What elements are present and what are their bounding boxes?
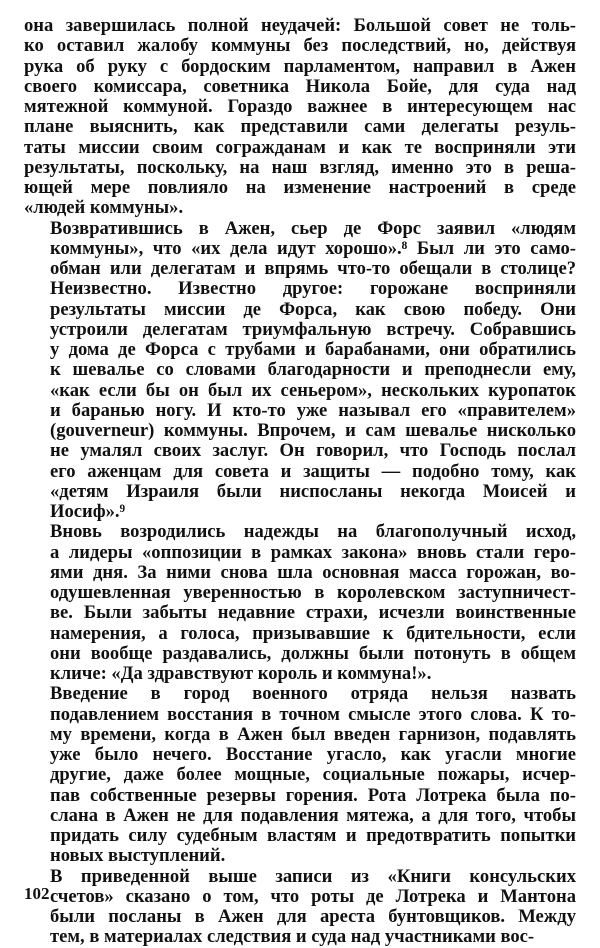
text-line: устроили делегатам триумфальную встречу. Собравшись <box>50 319 576 340</box>
text-line: ве. Были забыты недавние страхи, исчезли воинственные <box>50 603 576 624</box>
paragraph <box>24 16 576 219</box>
text-line: были посланы в Ажен для ареста бунтовщиков. Между <box>50 907 576 927</box>
text-line: В приведенной выше записи из «Книги консульских <box>50 866 576 887</box>
text-line: тем, в материалах следствия и суда над участниками вос- <box>50 927 535 948</box>
text-line: и баранью ногу. И кто-то уже называл его «правителем» <box>50 400 576 421</box>
text-line: (gouverneur) коммуны. Впрочем, и сам шевалье нисколько <box>50 421 576 441</box>
text-line: своего комиссара, советника Никола Бойе, для суда над <box>24 76 576 97</box>
page-number: 102 <box>24 884 50 903</box>
text-line: уже было нечего. Восстание угасло, как угасли многие <box>50 745 576 765</box>
document-page <box>24 16 576 948</box>
text-line: результаты миссии де Форса, как свою победу. Они <box>50 299 576 320</box>
text-line: коммуны», что «их дела идут хорошо».⁸ Был ли это само- <box>50 238 576 259</box>
text-line: «людей коммуны». <box>24 198 184 219</box>
text-line: Иосиф».⁹ <box>50 502 126 522</box>
text-line: ко оставил жалобу коммуны без последствий, но, действуя <box>24 36 576 57</box>
text-line: а лидеры «оппозиции в рамках закона» вновь стали геро- <box>50 542 576 563</box>
text-line: слана в Ажен не для подавления мятежа, а для того, чтобы <box>50 805 576 826</box>
text-line: плане выяснить, как представили сами делегаты резуль- <box>24 117 576 138</box>
text-line: одушевленная уверенностью в королевском заступничест- <box>50 583 576 603</box>
text-line: результаты, поскольку, на наш взгляд, именно это в реша- <box>24 157 576 178</box>
text-line: пав собственные резервы горения. Рота Лотрека была по- <box>50 785 576 806</box>
text-line: «как если бы он был их сеньером», нескольких куропаток <box>50 380 576 401</box>
text-line: она завершилась полной неудачей: Большой совет не толь- <box>24 16 576 36</box>
text-line: другие, даже более мощные, социальные пожары, исчер- <box>50 765 576 786</box>
text-line: новых выступлений. <box>50 846 226 867</box>
text-line: придать силу судебным властям и предотвратить попытки <box>50 826 576 846</box>
text-line: Возвратившись в Ажен, сьер де Форс заявил «людям <box>50 218 576 239</box>
text-line: кличе: «Да здравствуют король и коммуна!». <box>50 664 432 684</box>
text-line: таты миссии своим согражданам и как те восприняли эти <box>24 137 576 158</box>
text-line: к шевалье со словами благодарности и преподнесли ему, <box>50 360 576 381</box>
text-line: его аженцам для совета и защиты — подобно тому, как <box>50 461 576 482</box>
text-line: счетов» сказано о том, что роты де Лотрека и Мантона <box>50 886 576 907</box>
text-line: му времени, когда в Ажен был введен гарнизон, подавлять <box>50 724 576 745</box>
text-line: Неизвестно. Известно другое: горожане восприняли <box>50 279 576 300</box>
text-line: Вновь возродились надежды на благополучный исход, <box>50 522 576 543</box>
text-line: они вообще раздавались, должны были потонуть в общем <box>50 643 576 664</box>
text-line: ющей мере повлияло на изменение настроений в среде <box>24 178 576 198</box>
paragraph <box>24 684 576 866</box>
text-line: у дома де Форса с трубами и барабанами, они обратились <box>50 340 576 360</box>
text-line: мятежной коммуной. Гораздо важнее в интересующем нас <box>24 97 576 117</box>
text-line: намерения, а голоса, призывавшие к бдительности, если <box>50 623 576 644</box>
text-line: рука об руку с бордоским парламентом, направил в Ажен <box>24 56 576 77</box>
text-line: «детям Израиля были ниспосланы некогда Моисей и <box>50 481 576 502</box>
paragraph <box>24 522 576 684</box>
text-line: Введение в город военного отряда нельзя назвать <box>50 684 576 705</box>
text-line: не умалял своих заслуг. Он говорил, что Господь послал <box>50 441 576 462</box>
text-line: обман или делегатам и впрямь что-то обещали в столице? <box>50 259 576 279</box>
body-text <box>24 16 576 948</box>
paragraph <box>24 219 576 523</box>
paragraph <box>24 867 576 948</box>
text-line: ями дня. За ними снова шла основная масса горожан, во- <box>50 562 576 583</box>
text-line: подавлением восстания в точном смысле этого слова. К то- <box>50 704 576 725</box>
